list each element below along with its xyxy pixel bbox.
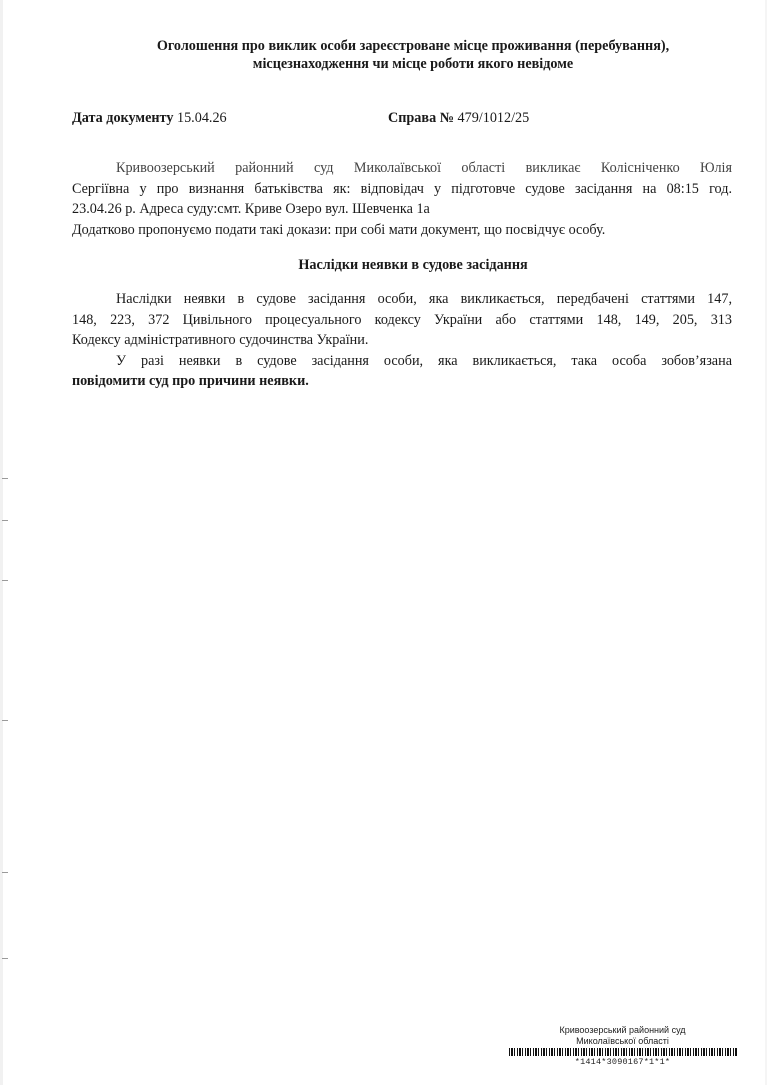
date-value: 15.04.26 xyxy=(176,110,227,126)
paragraph-line: Наслідки неявки в судове засідання особи, яка викликається, передбачені статтями 147, xyxy=(116,291,732,307)
paragraph-line: Кодексу адміністративного судочинства України. xyxy=(72,332,369,348)
case-value: 479/1012/25 xyxy=(457,110,530,126)
scan-mark xyxy=(2,720,8,721)
title-line: Оголошення про виклик особи зареєстроване місце проживання (перебування), xyxy=(156,38,670,54)
case-label: Справа № xyxy=(388,110,454,126)
barcode xyxy=(509,1048,737,1056)
scan-mark xyxy=(2,872,8,873)
summons-paragraph xyxy=(72,158,732,240)
court-stamp xyxy=(505,1025,740,1068)
case-number xyxy=(388,109,529,127)
paragraph-line: 23.04.26 р. Адреса суду:смт. Криве Озеро вул. Шевченка 1а xyxy=(72,201,430,217)
stamp-court-name: Кривоозерський районний суд xyxy=(559,1025,686,1035)
section-heading: Наслідки неявки в судове засідання xyxy=(298,257,528,273)
scan-edge-left xyxy=(0,0,3,1085)
document-title xyxy=(60,37,766,73)
paragraph-line: повідомити суд про причини неявки. xyxy=(72,373,309,389)
scan-mark xyxy=(2,520,8,521)
scan-mark xyxy=(2,478,8,479)
paragraph-line: Додатково пропонуємо подати такі докази: при собі мати документ, що посвідчує особу. xyxy=(72,221,606,238)
barcode-number: *1414*3090167*1*1* xyxy=(574,1057,671,1067)
consequences-section xyxy=(72,289,732,392)
paragraph-line: 148, 223, 372 Цивільного процесуального кодексу України або статтями 148, 149, 205, 313 xyxy=(72,311,732,328)
scan-mark xyxy=(2,958,8,959)
paragraph-line: Кривоозерський районний суд Миколаївської області викликає Колісніченко Юлія xyxy=(116,160,732,176)
paragraph-line: Сергіївна у про визнання батьківства як: відповідач у підготовче судове засідання на 08:15 год. xyxy=(72,180,732,197)
stamp-court-region: Миколаївської області xyxy=(576,1035,669,1046)
date-label: Дата документу xyxy=(72,110,174,126)
scan-mark xyxy=(2,580,8,581)
document-date xyxy=(72,109,227,127)
paragraph-line: У разі неявки в судове засідання особи, яка викликається, така особа зобов’язана xyxy=(116,352,732,369)
title-line: місцезнаходження чи місце роботи якого невідоме xyxy=(252,56,574,72)
